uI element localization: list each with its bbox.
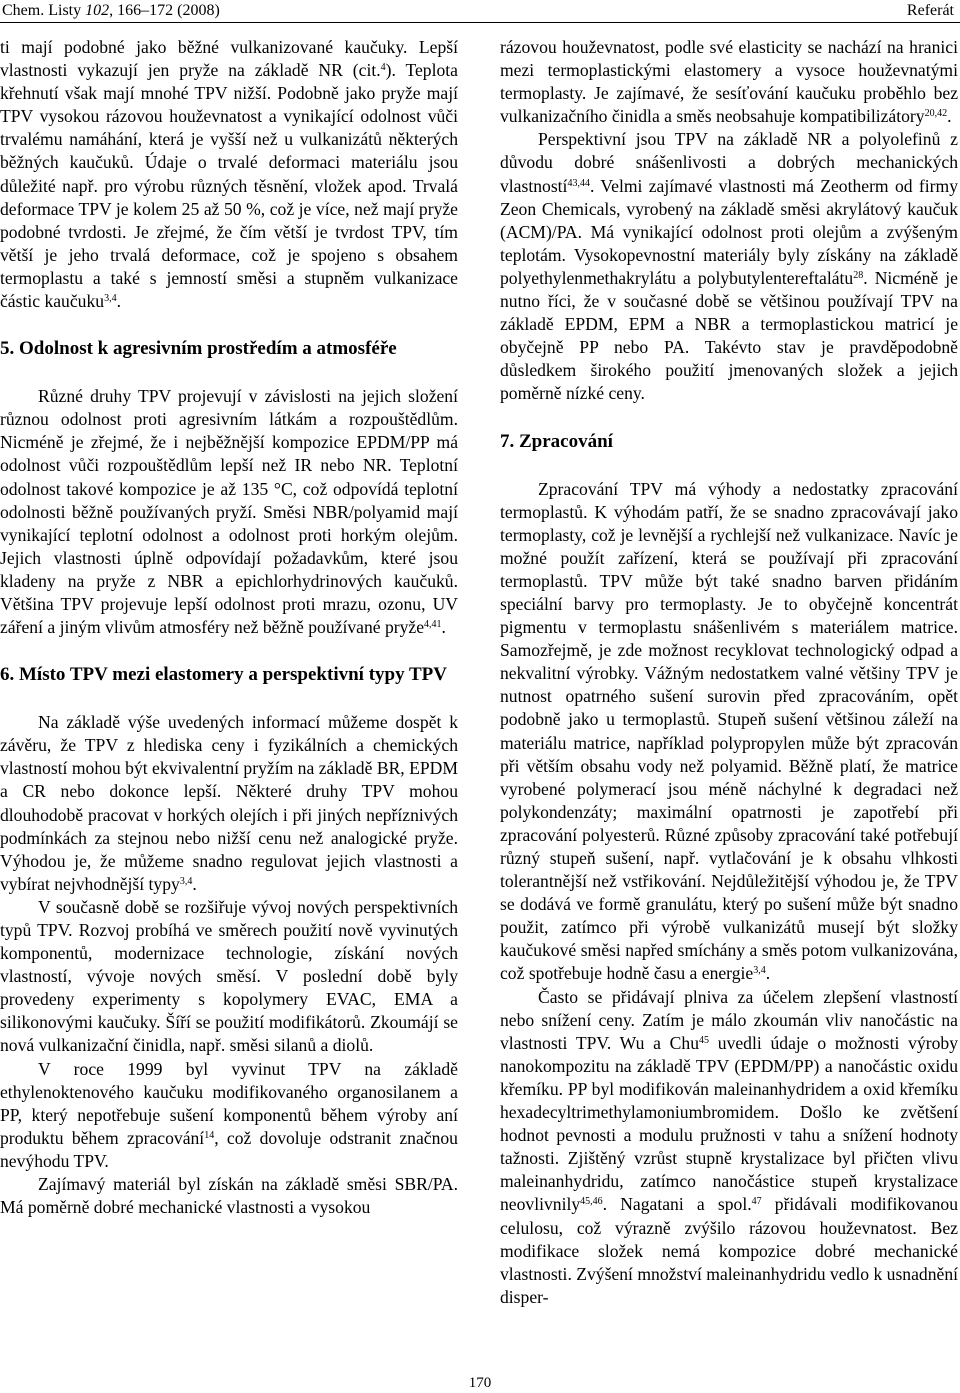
citation: 28 — [853, 269, 864, 281]
citation: 4 — [380, 62, 386, 74]
citation: 47 — [751, 1196, 762, 1208]
paragraph — [500, 478, 958, 986]
text: . Velmi zajímavé vlastnosti má Zeotherm od firmy Zeon Chemicals, vyrobený na základě směsi akrylátový kaučuk (ACM)/PA. Má vynikající odolnost proti olejům a zvýšeným teplotám. Vysokopevnostní materiály byly získány na základě polyethylenmethakrylátu a polybutylentereftalátu — [500, 175, 958, 288]
page-number: 170 — [468, 1375, 492, 1391]
section-heading-5: 5. Odolnost k agresivním prostředím a atmosféře — [0, 338, 397, 360]
citation: 45 — [699, 1034, 710, 1046]
text: rázovou houževnatost, podle své elasticity se nachází na hranici mezi termoplastickými elastomery a vysoce houževnatými termoplasty. Je zajímavé, že sesíťování kaučuku proběhlo bez vulkanizačního činidla a směs neobsahuje kompatibilizátory — [500, 37, 958, 127]
citation: 3,4 — [179, 875, 193, 887]
text: ). Teplota křehnutí však mají mnohé TPV nižší. Podobně jako pryže mají TPV vysokou rázovou houževnatost a vynikající odolnost vůči trvalému namáhání, která je vyšší než u vulkanizátů některých běžných kaučuků. Údaje o trvalé deformaci materiálu jsou důležité např. pro výrobu různých těsnění, vložek apod. Trvalá deformace TPV je kolem 25 až 50 %, což je více, než mají pryže podobné tvrdosti. Je zřejmé, že čím větší je tvrdost TPV, tím větší je jeho trvalá deformace, což je spojeno s obsahem termoplastu a také s jemností směsi a stupněm vulkanizace částic kaučuku — [0, 60, 458, 312]
paragraph: Zajímavý materiál byl získán na základě směsi SBR/PA. Má poměrně dobré mechanické vlastnosti a vysokou — [0, 1174, 458, 1218]
section-label: Referát — [906, 2, 954, 19]
text: V roce 1999 byl vyvinut TPV na základě ethylenoktenového kaučuku modifikovaného organosilanem a PP, který nepotřebuje sušení komponentů během výroby aní produktu během zpracování — [0, 1058, 458, 1148]
citation: 43,44 — [567, 177, 590, 189]
journal-pages: , 166–172 (2008) — [109, 2, 220, 19]
text: . Nicméně je nutno říci, že v současné době se většinou používají TPV na základě EPDM, EPM a NBR a termoplastickou matricí je obyčejně PP nebo PA. Takévto stav je pravděpodobně důsledkem širokého použití jmenovaných složek a jejich poměrně nízké ceny. — [500, 267, 958, 404]
text: . — [116, 291, 121, 312]
text: , což dovoluje odstranit značnou nevýhodu TPV. — [0, 1127, 458, 1171]
text: ti mají podobné jako běžné vulkanizované kaučuky. Lepší vlastnosti vykazují jen pryže na základě NR (cit. — [0, 37, 458, 81]
running-header — [0, 0, 960, 22]
paragraph — [0, 711, 458, 896]
journal-volume: 102 — [85, 2, 110, 19]
paragraph — [0, 385, 458, 639]
text: Perspektivní jsou TPV na základě NR a polyolefinů z důvodu dobré snášenlivosti a dobrých mechanických vlastností — [500, 129, 958, 196]
paragraph — [500, 128, 958, 405]
citation: 3,4 — [753, 965, 766, 977]
citation: 4,41 — [424, 619, 442, 631]
section-heading-6: 6. Místo TPV mezi elastomery a perspektivní typy TPV — [0, 664, 447, 686]
text: . — [441, 617, 446, 638]
citation: 20,42 — [924, 108, 948, 120]
journal-citation — [2, 0, 220, 22]
header-rule — [0, 22, 960, 23]
paragraph — [0, 1058, 458, 1173]
text: Zpracování TPV má výhody a nedostatky zpracování termoplastů. K výhodám patří, že se snadno zpracovávají jako termoplasty, což je levnější a rychlejší než vulkanizace. Navíc je možné použít zařízení, která se používají při zpracování termoplastů. TPV může být také snadno barven přidáním speciální barvy pro termoplasty. Je to obyčejně koncentrát pigmentu v termoplastu snášenlivém s materiálem matrice. Samozřejmě, je zde možnost recyklovat technologický odpad a nekvalitní výrobky. Vážným nedostatkem valné většiny TPV je nutnost opatrného sušení surovin před zpracováním, opět podobně jako u termoplastů. Stupeň sušení většinou záleží na materiálu matrice, například polypropylen může být zpracován při větším obsahu vody než polyamid. Běžně platí, že matrice vyrobené polymerací jsou méně náchylné k degradaci než polykondenzáty; maximální opatrnosti je zapotřebí při zpracování polyesterů. Různé způsoby zpracování také potřebují různý stupeň sušení, např. vytlačování je k obsahu vlhkosti tolerantnější než vstřikování. Nejdůležitější výhodou je, že TPV se dodává ve formě granulátu, který po sušení může být snadno použit, zatímco při výrobě vulkanizátů musejí být složky kaučukové směsi napřed smíchány a směs potom vulkanizována, což spotřebuje hodně času a energie — [500, 478, 958, 984]
left-column — [0, 36, 458, 1219]
text: Často se přidávají plniva za účelem zlepšení vlastností nebo snížení ceny. Zatím je málo zkoumán vliv nanočástic na vlastnosti TPV. Wu a Chu — [500, 986, 958, 1053]
section-heading-7: 7. Zpracování — [500, 430, 613, 452]
text: . Nagatani a spol. — [602, 1194, 752, 1215]
text: Různé druhy TPV projevují v závislosti na jejich složení různou odolnost proti agresivním látkám a rozpouštědlům. Nicméně je zřejmé, že i nejběžnější kompozice EPDM/PP má odolnost vůči rozpouštědlům lepší než IR nebo NR. Teplotní odolnost takové kompozice je až 135 °C, což odpovídá teplotní odolnosti běžně používaných pryží. Směsi NBR/polyamid mají vynikající teplotní odolnost a odolnost proti horkým olejům. Jejich vlastnosti úplně odpovídají požadavkům, které jsou kladeny na pryže z NBR a epichlorhydrinových kaučuků. Většina TPV projevuje lepší odolnost proti mrazu, ozonu, UV záření a jiným vlivům atmosféry než běžně používané pryže — [0, 386, 458, 638]
right-column — [500, 36, 958, 1309]
citation: 14 — [204, 1129, 215, 1141]
journal-name: Chem. Listy — [2, 2, 86, 19]
citation: 3,4 — [104, 293, 117, 305]
citation: 45,46 — [580, 1196, 603, 1208]
text: . — [192, 873, 197, 894]
paragraph: V současně době se rozšiřuje vývoj nových perspektivních typů TPV. Rozvoj probíhá ve směrech použití nově vyvinutých komponentů, modernizace technologie, získání nových vlastností, vývoje nových směsí. V poslední době byly provedeny experimenty s kopolymery EVAC, EMA a silikonovými kaučuky. Šíří se použití modifikátorů. Zkoumájí se nová vulkanizační činidla, např. směsi silanů a diolů. — [0, 896, 458, 1056]
text: Na základě výše uvedených informací můžeme dospět k závěru, že TPV z hlediska ceny i fyzikálních a chemických vlastností mohou být ekvivalentní pryžím na základě BR, EPDM a CR nebo dokonce lepší. Některé druhy TPV mohou dlouhodobě pracovat v horkých olejích i při jiných nepříznivých podmínkách za stejnou nebo nižší cenu než analogické pryže. Výhodou je, že můžeme snadno regulovat jejich vlastnosti a vybírat nejvhodnější typy — [0, 712, 458, 894]
text: . — [947, 106, 952, 127]
paragraph — [0, 36, 458, 313]
text: . — [765, 963, 771, 984]
text: přidávali modifikovanou celulosu, což výrazně zvýšilo rázovou houževnatost. Bez modifikace složek nemá kompozice dobré mechanické vlastnosti. Zvýšení množství maleinanhydridu vedlo k usnadnění disper- — [500, 1194, 958, 1307]
paragraph — [500, 986, 958, 1309]
text: uvedli údaje o možnosti výroby nanokompozitu na základě TPV (EPDM/PP) a nanočástic oxidu křemíku. PP byl modifikován maleinanhydridem a oxid křemíku hexadecyltrimethylamoniumbromidem. Došlo ke zvětšení hodnot pevnosti a modulu pružnosti v tahu a snížení hodnoty tažnosti. Zjištěný vzrůst stupně krystalizace byl přičten vlivu maleinanhydridu, zatímco nanočástice stupeň krystalizace neovlivnily — [500, 1032, 959, 1215]
paragraph — [500, 36, 958, 128]
